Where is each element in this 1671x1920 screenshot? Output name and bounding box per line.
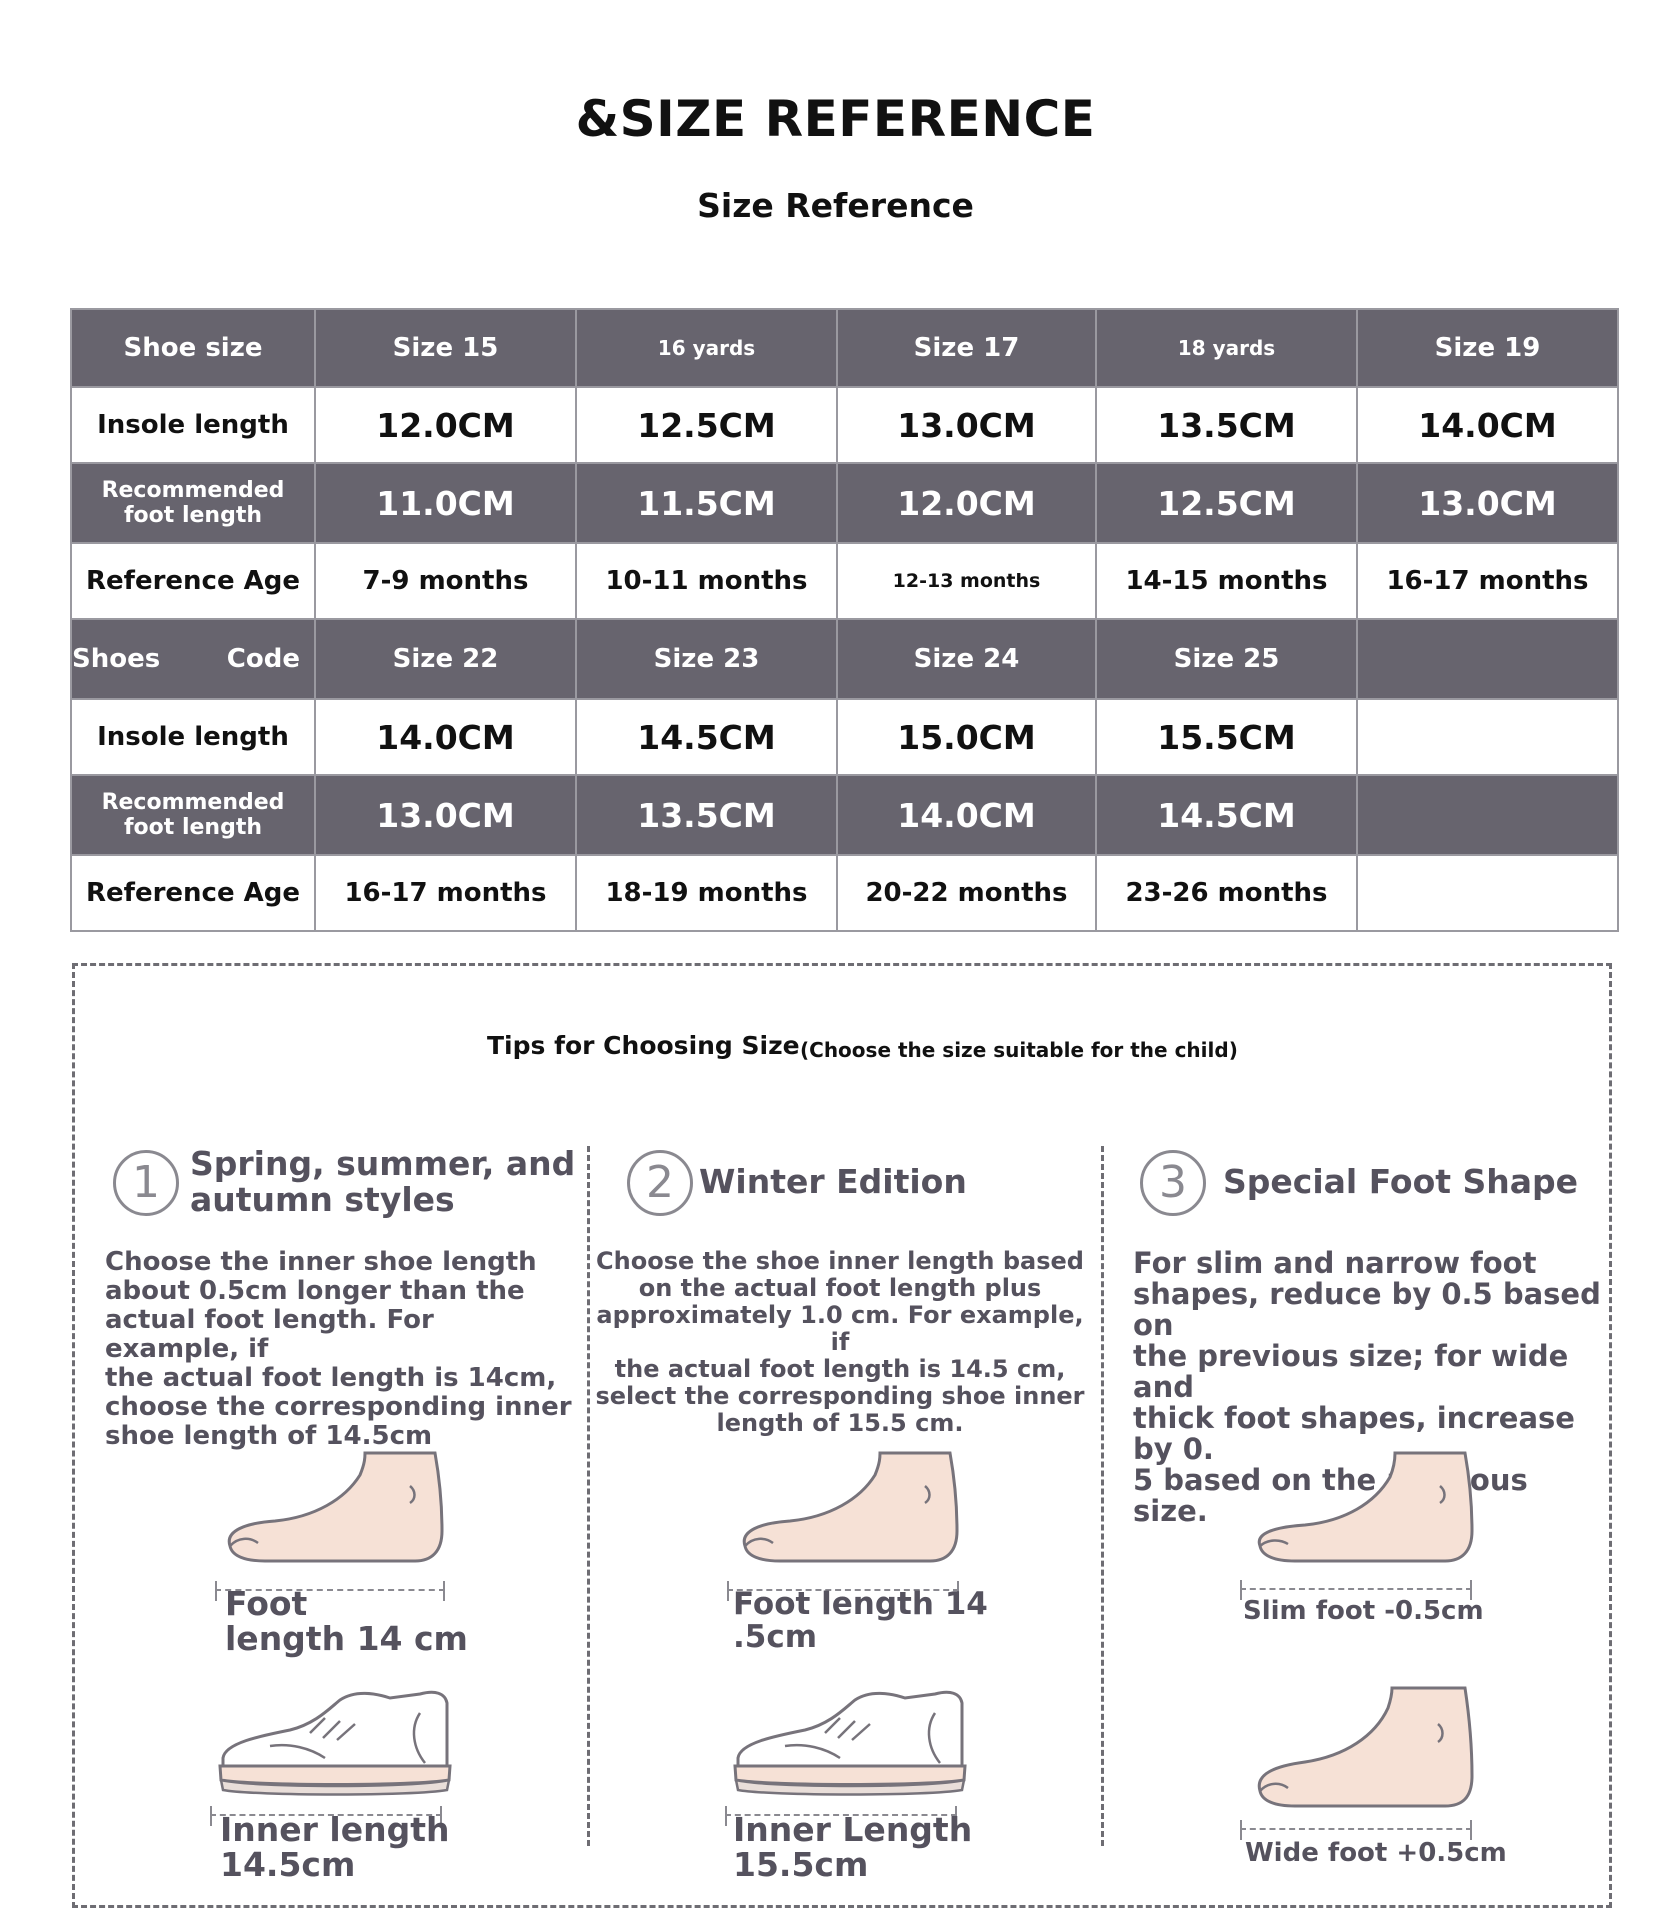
age-cell: 10-11 months: [576, 543, 837, 619]
text-line: select the corresponding shoe inner: [595, 1382, 1085, 1410]
foot-cell: 13.0CM: [315, 775, 576, 855]
age-cell: 18-19 months: [576, 855, 837, 931]
foot-length-label-line2: foot length: [123, 503, 263, 528]
foot-cell: 11.5CM: [576, 463, 837, 543]
insole-cell: 14.5CM: [576, 699, 837, 775]
text-line: shapes, reduce by 0.5 based on: [1133, 1277, 1601, 1342]
table-row: [71, 775, 1618, 855]
size-cell: 16 yards: [576, 309, 837, 387]
insole-cell: 14.0CM: [1357, 387, 1618, 463]
page-subtitle: Size Reference: [697, 186, 974, 225]
caption-line: Inner length: [220, 1810, 450, 1849]
foot-length-label: [71, 775, 315, 855]
age-cell: 20-22 months: [837, 855, 1096, 931]
shoe-illustration: [215, 1688, 455, 1798]
col3-title: Special Foot Shape: [1223, 1162, 1579, 1201]
age-cell: 7-9 months: [315, 543, 576, 619]
size-cell: Size 25: [1096, 619, 1357, 699]
foot-cell: 12.0CM: [837, 463, 1096, 543]
size-cell: Size 22: [315, 619, 576, 699]
reference-age-label: Reference Age: [71, 855, 315, 931]
col1-title: [190, 1146, 575, 1218]
foot-caption: [225, 1586, 468, 1656]
col2-title: Winter Edition: [699, 1162, 967, 1201]
caption-line: Foot: [225, 1584, 308, 1623]
table-row: [71, 699, 1618, 775]
caption-line: .5cm: [733, 1619, 818, 1655]
page-title: &SIZE REFERENCE: [575, 90, 1096, 148]
foot-illustration: [735, 1451, 965, 1566]
code-label: Code: [226, 644, 300, 674]
size-cell: Size 15: [315, 309, 576, 387]
col1-title-line1: Spring, summer, and: [190, 1144, 576, 1183]
empty-cell: [1357, 775, 1618, 855]
insole-cell: 15.0CM: [837, 699, 1096, 775]
step-number-badge: 1: [113, 1150, 179, 1216]
caption-line: length 14 cm: [225, 1619, 468, 1658]
size-cell: Size 23: [576, 619, 837, 699]
empty-cell: [1357, 619, 1618, 699]
foot-cell: 14.5CM: [1096, 775, 1357, 855]
foot-cell: 13.0CM: [1357, 463, 1618, 543]
text-line: length of 15.5 cm.: [716, 1409, 964, 1437]
tips-note: (Choose the size suitable for the child): [800, 1038, 1238, 1062]
foot-cell: 13.5CM: [576, 775, 837, 855]
text-line: the actual foot length is 14cm,: [105, 1363, 557, 1393]
size-cell: Size 24: [837, 619, 1096, 699]
text-line: 5 based on the previous size.: [1133, 1463, 1528, 1528]
insole-cell: 13.0CM: [837, 387, 1096, 463]
col1-text: [105, 1248, 575, 1451]
tips-box: [72, 963, 1612, 1908]
foot-length-label-line1: Recommended: [101, 790, 285, 815]
shoe-caption: [220, 1812, 450, 1882]
text-line: For slim and narrow foot: [1133, 1246, 1537, 1280]
size-table: [70, 308, 1619, 932]
table-row: [71, 387, 1618, 463]
foot-cell: 11.0CM: [315, 463, 576, 543]
insole-cell: 14.0CM: [315, 699, 576, 775]
shoes-label: Shoes: [72, 644, 161, 674]
table-row: [71, 309, 1618, 387]
shoe-size-label: Shoe size: [71, 309, 315, 387]
caption-line: 15.5cm: [733, 1845, 869, 1884]
table-row: [71, 619, 1618, 699]
wide-foot-illustration: [1250, 1686, 1480, 1811]
age-cell: 16-17 months: [315, 855, 576, 931]
text-line: about 0.5cm longer than the: [105, 1276, 525, 1306]
step-number-badge: 2: [627, 1150, 693, 1216]
foot-length-label-line2: foot length: [123, 815, 263, 840]
empty-cell: [1357, 699, 1618, 775]
age-cell: 23-26 months: [1096, 855, 1357, 931]
caption-line: Foot length 14: [733, 1586, 988, 1622]
insole-cell: 12.5CM: [576, 387, 837, 463]
caption-line: 14.5cm: [220, 1845, 356, 1884]
insole-length-label: Insole length: [71, 387, 315, 463]
text-line: shoe length of 14.5cm: [105, 1421, 433, 1451]
text-line: actual foot length. For example, if: [105, 1305, 434, 1364]
age-cell: 12-13 months: [837, 543, 1096, 619]
age-cell: 14-15 months: [1096, 543, 1357, 619]
text-line: Choose the shoe inner length based: [596, 1247, 1084, 1275]
foot-caption: [733, 1588, 988, 1654]
text-line: the previous size; for wide and: [1133, 1339, 1569, 1404]
foot-cell: 14.0CM: [837, 775, 1096, 855]
foot-illustration: [220, 1451, 450, 1566]
insole-cell: 15.5CM: [1096, 699, 1357, 775]
table-row: [71, 855, 1618, 931]
text-line: Choose the inner shoe length: [105, 1247, 537, 1277]
foot-length-label-line1: Recommended: [101, 478, 285, 503]
slim-foot-illustration: [1250, 1451, 1480, 1566]
shoes-code-label: [71, 619, 315, 699]
caption-line: Inner Length: [733, 1810, 973, 1849]
text-line: the actual foot length is 14.5 cm,: [614, 1355, 1066, 1383]
shoe-caption: [733, 1812, 972, 1882]
wide-foot-caption: Wide foot +0.5cm: [1245, 1838, 1507, 1868]
foot-length-label: [71, 463, 315, 543]
text-line: approximately 1.0 cm. For example, if: [596, 1301, 1084, 1356]
insole-cell: 12.0CM: [315, 387, 576, 463]
col2-text: [595, 1248, 1085, 1437]
column-divider: [587, 1146, 590, 1846]
column-divider: [1101, 1146, 1104, 1846]
insole-length-label: Insole length: [71, 699, 315, 775]
slim-foot-caption: Slim foot -0.5cm: [1243, 1596, 1484, 1626]
age-cell: 16-17 months: [1357, 543, 1618, 619]
foot-cell: 12.5CM: [1096, 463, 1357, 543]
text-line: choose the corresponding inner: [105, 1392, 572, 1422]
insole-cell: 13.5CM: [1096, 387, 1357, 463]
step-number-badge: 3: [1140, 1150, 1206, 1216]
table-row: [71, 543, 1618, 619]
col1-title-line2: autumn styles: [190, 1180, 455, 1219]
shoe-illustration: [730, 1688, 970, 1798]
size-cell: 18 yards: [1096, 309, 1357, 387]
size-cell: Size 17: [837, 309, 1096, 387]
tips-title: Tips for Choosing Size: [487, 1031, 800, 1060]
reference-age-label: Reference Age: [71, 543, 315, 619]
table-row: [71, 463, 1618, 543]
text-line: on the actual foot length plus: [638, 1274, 1042, 1302]
text-line: thick foot shapes, increase by 0.: [1133, 1401, 1575, 1466]
empty-cell: [1357, 855, 1618, 931]
size-cell: Size 19: [1357, 309, 1618, 387]
